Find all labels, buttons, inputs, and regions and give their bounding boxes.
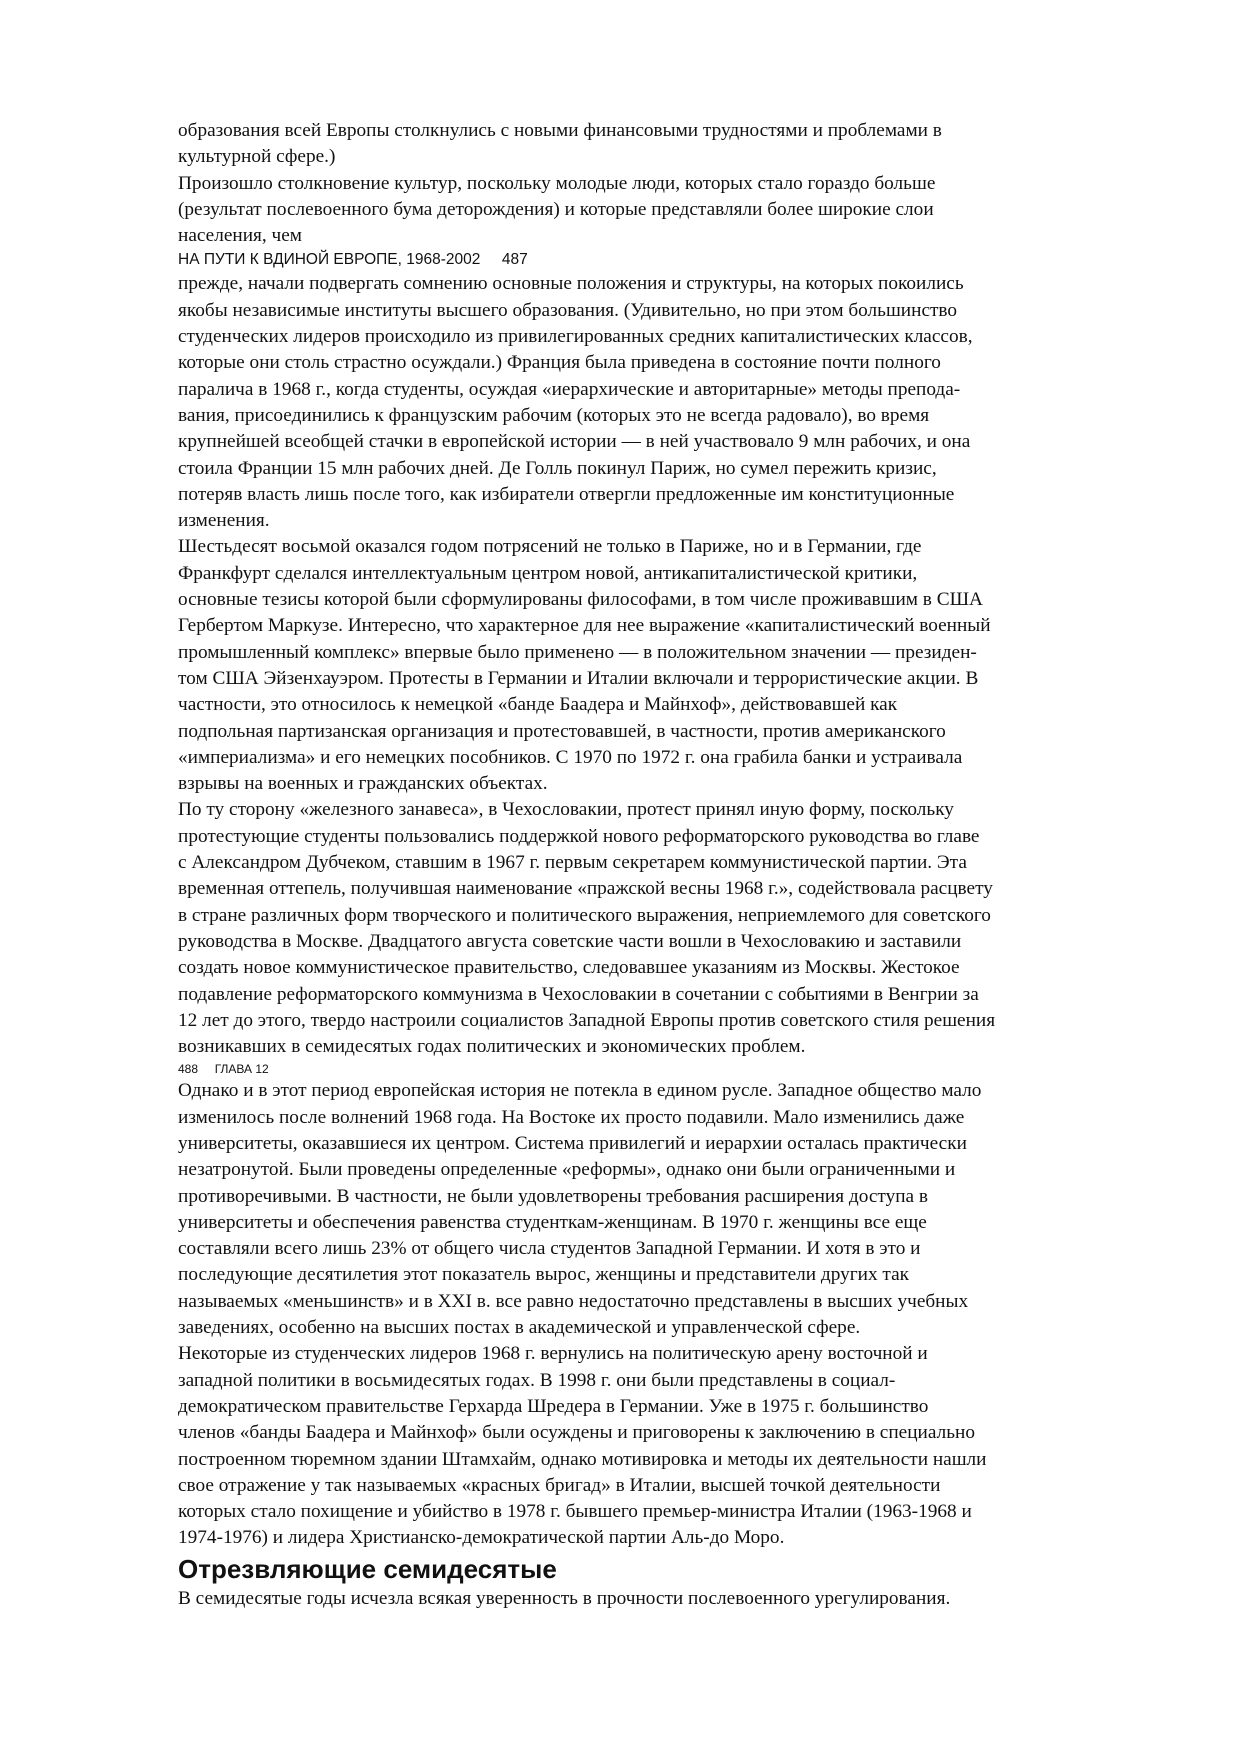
- text-line: изменилось после волнений 1968 года. На Востоке их просто подавили. Мало изменились даже: [178, 1106, 965, 1128]
- text-line: членов «банды Баадера и Майнхоф» были осуждены и приговорены к заключению в специально: [178, 1422, 975, 1444]
- text-line: 1974-1976) и лидера Христианско-демократической партии Аль-до Моро.: [178, 1527, 785, 1549]
- text-line: составляли всего лишь 23% от общего числа студентов Западной Германии. И хотя в это и: [178, 1238, 921, 1260]
- text-line: населения, чем: [178, 225, 303, 247]
- text-line: частности, это относилось к немецкой «банде Баадера и Майнхоф», действовавшей как: [178, 694, 898, 716]
- text-line: Произошло столкновение культур, поскольку молодые люди, которых стало гораздо больше: [178, 172, 936, 194]
- paragraph: [178, 1341, 1168, 1551]
- text-line: 12 лет до этого, твердо настроили социалистов Западной Европы против советского стиля решения: [178, 1009, 996, 1031]
- section-heading: Отрезвляющие семидесятые: [178, 1553, 557, 1584]
- text-line: промышленный комплекс» впервые было применено — в положительном значении — президен-: [178, 641, 977, 663]
- text-line: незатронутой. Были проведены определенные «реформы», однако они были ограниченными и: [178, 1159, 956, 1181]
- paragraph: [178, 1586, 1168, 1612]
- text-line: студенческих лидеров происходило из привилегированных средних капиталистических классов,: [178, 326, 973, 348]
- text-line: По ту сторону «железного занавеса», в Чехословакии, протест принял иную форму, поскольку: [178, 799, 954, 821]
- document-page: [178, 118, 1168, 1612]
- text-line: которых стало похищение и убийство в 1978 г. бывшего премьер-министра Италии (1963-1968 и: [178, 1501, 972, 1523]
- text-line: противоречивыми. В частности, не были удовлетворены требования расширения доступа в: [178, 1185, 929, 1207]
- text-line: с Александром Дубчеком, ставшим в 1967 г. первым секретарем коммунистической партии. Эта: [178, 852, 967, 874]
- paragraph: [178, 171, 1168, 250]
- text-line: культурной сфере.): [178, 146, 336, 168]
- text-line: протестующие студенты пользовались поддержкой нового реформаторского руководства во главе: [178, 825, 980, 847]
- text-line: вания, присоединились к французским рабочим (которых это не всегда радовало), во время: [178, 404, 930, 426]
- running-header: НА ПУТИ К ВДИНОЙ ЕВРОПЕ, 1968-2002 487: [178, 251, 528, 269]
- text-line: изменения.: [178, 510, 270, 532]
- text-line: прежде, начали подвергать сомнению основные положения и структуры, на которых покоились: [178, 273, 964, 295]
- text-line: заведениях, особенно на высших постах в академической и управленческой сфере.: [178, 1317, 861, 1339]
- text-line: Некоторые из студенческих лидеров 1968 г. вернулись на политическую арену восточной и: [178, 1343, 928, 1365]
- text-line: Шестьдесят восьмой оказался годом потрясений не только в Париже, но и в Германии, где: [178, 536, 922, 558]
- text-line: стоила Франции 15 млн рабочих дней. Де Голль покинул Париж, но сумел пережить кризис,: [178, 457, 937, 479]
- text-line: крупнейшей всеобщей стачки в европейской истории — в ней участвовало 9 млн рабочих, и она: [178, 431, 971, 453]
- text-line: Однако и в этот период европейская история не потекла в едином русле. Западное общество мало: [178, 1080, 982, 1102]
- text-line: «империализма» и его немецких пособников. С 1970 по 1972 г. она грабила банки и устраивала: [178, 746, 963, 768]
- paragraph: [178, 1078, 1168, 1341]
- text-line: В семидесятые годы исчезла всякая уверенность в прочности послевоенного урегулирования.: [178, 1587, 951, 1609]
- text-line: том США Эйзенхауэром. Протесты в Германии и Италии включали и террористические акции. В: [178, 667, 979, 689]
- text-line: университеты и обеспечения равенства студенткам-женщинам. В 1970 г. женщины все еще: [178, 1211, 927, 1233]
- text-line: создать новое коммунистическое правительство, следовавшее указаниям из Москвы. Жестокое: [178, 957, 960, 979]
- text-line: руководства в Москве. Двадцатого августа советские части вошли в Чехословакию и заставили: [178, 930, 962, 952]
- text-line: называемых «меньшинств» и в XXI в. все равно недостаточно представлены в высших учебных: [178, 1290, 969, 1312]
- text-line: последующие десятилетия этот показатель вырос, женщины и представители других так: [178, 1264, 910, 1286]
- text-line: якобы независимые институты высшего образования. (Удивительно, но при этом большинство: [178, 299, 958, 321]
- text-line: западной политики в восьмидесятых годах. В 1998 г. они были представлены в социал-: [178, 1369, 896, 1391]
- text-line: основные тезисы которой были сформулированы философами, в том числе проживавшим в США: [178, 589, 983, 611]
- text-line: в стране различных форм творческого и политического выражения, неприемлемого для советского: [178, 904, 991, 926]
- text-line: демократическом правительстве Герхарда Шредера в Германии. Уже в 1975 г. большинство: [178, 1395, 929, 1417]
- paragraph: [178, 797, 1168, 1060]
- paragraph: [178, 271, 1168, 534]
- text-line: паралича в 1968 г., когда студенты, осуждая «иерархические и авторитарные» методы препода-: [178, 378, 961, 400]
- text-line: университеты, оказавшиеся их центром. Система привилегий и иерархии осталась практически: [178, 1132, 967, 1154]
- text-line: возникавших в семидесятых годах политических и экономических проблем.: [178, 1036, 806, 1058]
- text-line: подпольная партизанская организация и протестовавшей, в частности, против американского: [178, 720, 946, 742]
- text-line: временная оттепель, получившая наименование «пражской весны 1968 г.», содействовала расцвету: [178, 878, 993, 900]
- text-line: подавление реформаторского коммунизма в Чехословакии в сочетании с событиями в Венгрии за: [178, 983, 979, 1005]
- text-line: потеряв власть лишь после того, как избиратели отвергли предложенные им конституционные: [178, 483, 955, 505]
- text-line: построенном тюремном здании Штамхайм, однако мотивировка и методы их деятельности нашли: [178, 1448, 987, 1470]
- paragraph: [178, 118, 1168, 171]
- running-header: 488 ГЛАВА 12: [178, 1062, 269, 1077]
- text-line: образования всей Европы столкнулись с новыми финансовыми трудностями и проблемами в: [178, 120, 942, 141]
- paragraph: [178, 534, 1168, 797]
- text-line: свое отражение у так называемых «красных бригад» в Италии, высшей точкой деятельности: [178, 1474, 941, 1496]
- text-line: которые они столь страстно осуждали.) Франция была приведена в состояние почти полного: [178, 352, 941, 374]
- text-line: взрывы на военных и гражданских объектах.: [178, 773, 548, 795]
- text-line: (результат послевоенного бума деторождения) и которые представляли более широкие слои: [178, 198, 934, 220]
- text-line: Гербертом Маркузе. Интересно, что характерное для нее выражение «капиталистический военный: [178, 615, 991, 637]
- text-line: Франкфурт сделался интеллектуальным центром новой, антикапиталистической критики,: [178, 562, 918, 584]
